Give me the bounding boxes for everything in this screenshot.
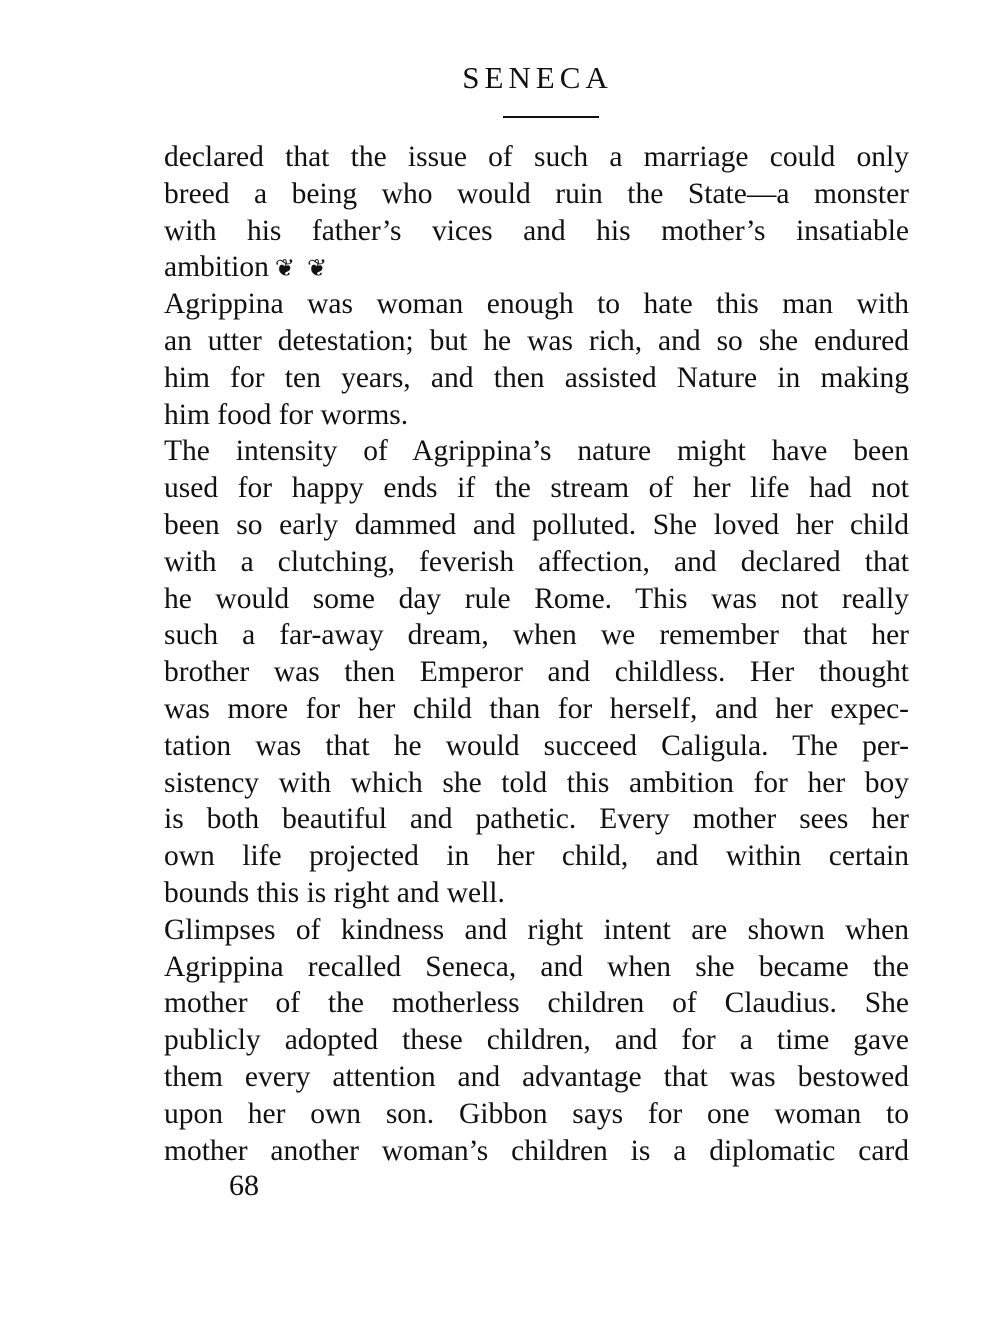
text-line: was more for her child than for herself, and her expec- — [164, 692, 909, 725]
text-line: tation was that he would succeed Caligula. The per- — [164, 729, 909, 762]
text-line: declared that the issue of such a marriage could only — [164, 141, 909, 173]
text-line: used for happy ends if the stream of her life had not — [164, 472, 909, 505]
text-line: brother was then Emperor and childless. Her thought — [164, 656, 909, 689]
text-line: own life projected in her child, and within certain — [164, 840, 909, 873]
head-rule — [503, 116, 599, 118]
text-line: bounds this is right and well. — [164, 876, 505, 909]
text-line: The intensity of Agrippina’s nature might have been — [164, 435, 909, 468]
text-line: with a clutching, feverish affection, and declared that — [164, 545, 909, 578]
body-text — [164, 139, 909, 1169]
text-line: with his father’s vices and his mother’s insatiable — [164, 214, 909, 247]
text-line: Glimpses of kindness and right intent are shown when — [164, 913, 909, 946]
text-line-words: ambition — [164, 251, 269, 284]
text-line: upon her own son. Gibbon says for one woman to — [164, 1097, 909, 1130]
text-line: breed a being who would ruin the State—a monster — [164, 177, 909, 210]
text-line: is both beautiful and pathetic. Every mother sees her — [164, 803, 909, 836]
text-line: Agrippina was woman enough to hate this man with — [164, 288, 909, 321]
text-line: publicly adopted these children, and for a time gave — [164, 1024, 909, 1057]
text-line: him food for worms. — [164, 398, 409, 431]
text-line: mother of the motherless children of Claudius. She — [164, 987, 909, 1020]
text-line: Agrippina recalled Seneca, and when she became the — [164, 950, 909, 983]
text-line: him for ten years, and then assisted Nature in making — [164, 361, 909, 394]
text-line — [164, 249, 909, 286]
text-line: such a far-away dream, when we remember that her — [164, 619, 909, 652]
text-line: been so early dammed and polluted. She loved her child — [164, 508, 909, 541]
page-number: 68 — [229, 1169, 259, 1202]
text-line: sistency with which she told this ambition for her boy — [164, 766, 909, 799]
running-head: SENECA — [462, 60, 613, 95]
text-line: them every attention and advantage that was bestowed — [164, 1060, 909, 1093]
text-line: mother another woman’s children is a diplomatic card — [164, 1134, 909, 1167]
text-line: he would some day rule Rome. This was not really — [164, 582, 909, 615]
fleuron-ornament-icon: ❦ ❦ — [274, 256, 331, 283]
text-line: an utter detestation; but he was rich, and so she endured — [164, 324, 909, 357]
